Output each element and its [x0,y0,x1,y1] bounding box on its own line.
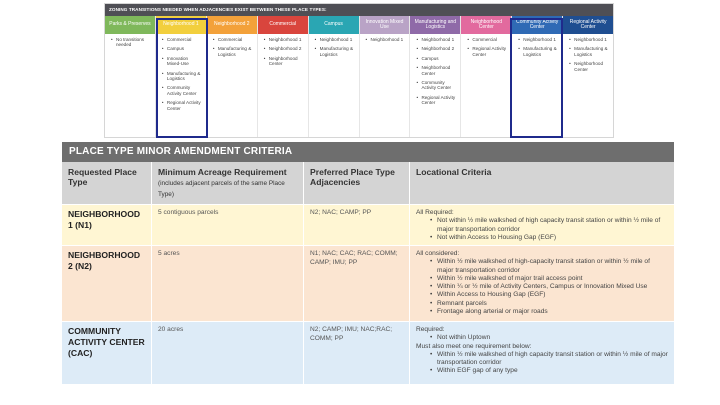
zoning-column-commercial [258,16,309,137]
zoning-column-title: Commercial [258,16,308,34]
zoning-list-item: • Neighborhood 1 [315,37,356,42]
zoning-column-neighborhood-center [461,16,512,137]
zoning-column-cac [512,16,563,137]
row-adjacencies: N1; NAC; CAC; RAC; COMM; CAMP; IMU; PP [304,246,410,321]
zoning-list [105,34,155,48]
zoning-list-item: • Community Activity Center [416,80,457,91]
zoning-list-item: • Neighborhood 1 [366,37,407,42]
row-locational-criteria [410,322,674,384]
zoning-column-title: Neighborhood 1 [156,16,206,34]
zoning-list [207,34,257,57]
criteria-bullet-list [430,258,668,316]
criteria-bullet: • Within Access to Housing Gap (EGF) [430,291,668,299]
zoning-list-item: • Commercial [467,37,508,42]
criteria-row-n1 [62,204,674,245]
header-locational-criteria: Locational Criteria [416,167,492,177]
criteria-bullet: • Remnant parcels [430,300,668,308]
criteria-bullet: • Within EGF gap of any type [430,367,668,375]
criteria-bullet-list [430,351,668,376]
zoning-list-item: • Neighborhood 1 [264,37,305,42]
zoning-list-item: • Regional Activity Center [162,100,203,111]
row-acreage: 5 contiguous parcels [152,205,304,245]
header-acreage-label: Minimum Acreage Requirement [158,167,287,177]
zoning-list-item: • Neighborhood Center [416,65,457,76]
zoning-list-item: • Campus [162,46,203,51]
criteria-bullet-list [430,217,668,242]
criteria-row-cac [62,321,674,384]
zoning-column-n1 [156,16,207,137]
minor-amendment-criteria-table [62,142,674,385]
zoning-list [360,34,410,42]
zoning-list [512,34,562,57]
zoning-list-item: • Manufacturing & Logistics [162,71,203,82]
criteria-heading-text: Must also meet one requirement below: [416,342,532,350]
criteria-bullet: • Within ½ mile walkshed of high capacity transit station or within ½ mile of major transportation corridor [430,351,668,368]
zoning-column-parks [105,16,156,137]
row-adjacencies: N2; CAMP; IMU; NAC;RAC; COMM; PP [304,322,410,384]
criteria-bullet-list [430,334,668,342]
row-acreage: 20 acres [152,322,304,384]
zoning-columns [105,16,613,137]
zoning-list-item: • Regional Activity Center [467,46,508,57]
criteria-title: PLACE TYPE MINOR AMENDMENT CRITERIA [62,142,674,162]
criteria-bullet: • Within ½ mile walkshed of major trail access point [430,275,668,283]
header-minimum-acreage [152,162,304,204]
zoning-column-rac [563,16,613,137]
header-preferred-adjacencies: Preferred Place Type Adjacencies [304,162,410,204]
criteria-bullet: • Not within ½ mile walkshed of high capacity transit station or within ½ mile of major transportation corridor [430,217,668,234]
header-requested-place-type: Requested Place Type [62,162,152,204]
zoning-list [410,34,460,106]
row-place-type: COMMUNITY ACTIVITY CENTER (CAC) [62,322,152,384]
row-locational-criteria [410,246,674,321]
zoning-list-item: • Neighborhood 1 [569,37,610,42]
criteria-bullet: • Within ¼ or ½ mile of Activity Centers, Campus or Innovation Mixed Use [430,283,668,291]
zoning-list-item: • Manufacturing & Logistics [315,46,356,57]
zoning-list-item: • Neighborhood 2 [264,46,305,51]
zoning-list-item: • Commercial [162,37,203,42]
zoning-list-item: • Neighborhood Center [569,61,610,72]
zoning-list [563,34,613,72]
zoning-column-title: Campus [309,16,359,34]
zoning-list-item: • Neighborhood 1 [416,37,457,42]
zoning-list-item: • Campus [416,56,457,61]
criteria-bullet: • Not within Access to Housing Gap (EGF) [430,234,668,242]
row-place-type: NEIGHBORHOOD 2 (N2) [62,246,152,321]
zoning-column-title: Innovation Mixed Use [360,16,410,34]
zoning-list-item: • Innovation Mixed-Use [162,56,203,67]
zoning-column-title: Regional Activity Center [563,16,613,34]
zoning-column-campus [309,16,360,137]
zoning-list-item: • Neighborhood 2 [416,46,457,51]
zoning-list-item: • Neighborhood Center [264,56,305,67]
zoning-list-item: • Commercial [213,37,254,42]
criteria-bullet: • Frontage along arterial or major roads [430,308,668,316]
row-adjacencies: N2; NAC; CAMP; PP [304,205,410,245]
zoning-column-title: Community Activity Center [512,16,562,34]
zoning-list-item: • Manufacturing & Logistics [569,46,610,57]
criteria-heading-text: All considered: [416,250,460,257]
zoning-column-n2 [207,16,258,137]
zoning-list [258,34,308,67]
zoning-list-item: • No transitions needed [111,37,152,48]
row-acreage: 5 acres [152,246,304,321]
row-place-type: NEIGHBORHOOD 1 (N1) [62,205,152,245]
zoning-list [309,34,359,57]
zoning-column-title: Neighborhood Center [461,16,511,34]
zoning-transitions-matrix [104,3,614,138]
zoning-list-item: • Manufacturing & Logistics [518,46,559,57]
zoning-column-title: Parks & Preserves [105,16,155,34]
zoning-header: ZONING TRANSITIONS NEEDED WHEN ADJACENCIES EXIST BETWEEN THESE PLACE TYPES: [105,4,613,16]
criteria-bullet: • Not within Uptown [430,334,668,342]
zoning-list-item: • Regional Activity Center [416,95,457,106]
header-acreage-note: (includes adjacent parcels of the same Place Type) [158,180,285,198]
zoning-list-item: • Community Activity Center [162,85,203,96]
zoning-column-title: Neighborhood 2 [207,16,257,34]
zoning-column-title: Manufacturing and Logistics [410,16,460,34]
criteria-heading-text: Required: [416,326,445,333]
zoning-list [461,34,511,57]
zoning-list [156,34,206,111]
criteria-bullet: • Within ½ mile walkshed of high-capacity transit station or within ½ mile of major transportation corridor [430,258,668,275]
zoning-column-manufacturing [410,16,461,137]
zoning-list-item: • Manufacturing & Logistics [213,46,254,57]
criteria-heading-text: All Required: [416,209,454,216]
criteria-header-row [62,162,674,204]
row-locational-criteria [410,205,674,245]
zoning-column-imu [360,16,411,137]
zoning-list-item: • Neighborhood 1 [518,37,559,42]
criteria-row-n2 [62,245,674,321]
